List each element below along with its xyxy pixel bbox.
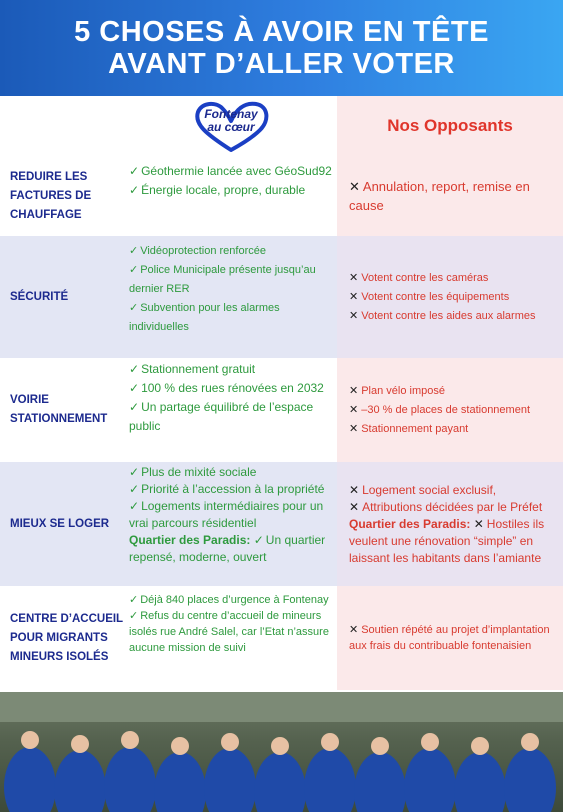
row-securite xyxy=(0,236,563,358)
our-point: Un partage équilibré de l’espace public xyxy=(129,400,314,433)
our-points xyxy=(125,586,337,690)
check-icon: ✓ xyxy=(129,362,140,376)
highlight-label: Quartier des Paradis: xyxy=(129,533,251,547)
check-icon: ✓ xyxy=(129,594,139,606)
row-chauffage xyxy=(0,156,563,236)
our-point: Priorité à l’accession à la propriété xyxy=(141,482,325,496)
logo-text-line2: au cœur xyxy=(207,120,255,134)
row-migrants xyxy=(0,586,563,690)
opponent-point: Hostiles ils veulent une rénovation “simple” en laissant les habitants dans l’amiante xyxy=(349,516,545,565)
check-icon: ✓ xyxy=(129,610,139,622)
cross-icon: ✕ xyxy=(349,271,359,284)
opponents-heading: Nos Opposants xyxy=(337,96,563,156)
cross-icon: ✕ xyxy=(349,624,359,636)
row-voirie xyxy=(0,358,563,462)
opponent-points xyxy=(337,586,563,690)
our-point: Subvention pour les alarmes individuelles xyxy=(129,302,280,333)
row-topic: SÉCURITÉ xyxy=(10,290,69,303)
opponent-points xyxy=(337,462,563,586)
opponent-point: Votent contre les équipements xyxy=(361,290,510,303)
opponent-point: Attributions décidées par le Préfet xyxy=(362,499,543,514)
opponent-point: Stationnement payant xyxy=(361,422,469,435)
cross-icon: ✕ xyxy=(349,309,359,322)
title-line-2: AVANT D’ALLER VOTER xyxy=(108,48,455,80)
row-topic: REDUIRE LES FACTURES DE CHAUFFAGE xyxy=(10,170,92,221)
cross-icon: ✕ xyxy=(349,482,360,497)
check-icon: ✓ xyxy=(129,264,139,276)
row-topic: MIEUX SE LOGER xyxy=(10,517,110,530)
column-headers xyxy=(0,96,563,156)
check-icon: ✓ xyxy=(129,465,140,479)
our-point: Géothermie lancée avec GéoSud92 xyxy=(141,164,332,178)
cross-icon: ✕ xyxy=(349,384,359,397)
check-icon: ✓ xyxy=(129,164,140,178)
check-icon: ✓ xyxy=(129,482,140,496)
our-point: Refus du centre d’accueil de mineurs isolés rue André Salel, car l’Etat n’assure aucune mission de suivi xyxy=(129,610,329,654)
team-photo-illustration xyxy=(0,692,563,812)
cross-icon: ✕ xyxy=(349,403,359,416)
our-point: Déjà 840 places d’urgence à Fontenay xyxy=(140,594,329,606)
team-photo xyxy=(0,692,563,812)
row-logement xyxy=(0,462,563,586)
our-points xyxy=(125,236,337,358)
check-icon: ✓ xyxy=(129,302,139,314)
check-icon: ✓ xyxy=(253,533,264,547)
opponent-point: –30 % de places de stationnement xyxy=(361,403,530,416)
our-points xyxy=(125,358,337,462)
our-point: Énergie locale, propre, durable xyxy=(141,183,306,197)
opponent-point: Votent contre les aides aux alarmes xyxy=(361,309,536,322)
our-point: Stationnement gratuit xyxy=(141,362,256,376)
opponent-point: Soutien répété au projet d’implantation aux frais du contribuable fontenaisien xyxy=(349,624,550,652)
our-point: Logements intermédiaires pour un vrai parcours résidentiel xyxy=(129,499,324,530)
check-icon: ✓ xyxy=(129,381,140,395)
logo-text-line1: Fontenay xyxy=(204,107,258,121)
opponent-point: Plan vélo imposé xyxy=(361,384,445,397)
cross-icon: ✕ xyxy=(349,179,360,194)
cross-icon: ✕ xyxy=(349,499,360,514)
check-icon: ✓ xyxy=(129,183,140,197)
cross-icon: ✕ xyxy=(349,422,359,435)
opponent-points xyxy=(337,358,563,462)
our-point: Plus de mixité sociale xyxy=(141,465,257,479)
page-header xyxy=(0,0,563,96)
opponent-point: Votent contre les caméras xyxy=(361,271,489,284)
cross-icon: ✕ xyxy=(349,290,359,303)
check-icon: ✓ xyxy=(129,400,140,414)
our-points xyxy=(125,462,337,586)
opponent-point: Logement social exclusif, xyxy=(362,482,497,497)
our-point: Un quartier repensé, moderne, ouvert xyxy=(129,533,326,564)
opponent-points xyxy=(337,156,563,236)
our-point: Vidéoprotection renforcée xyxy=(140,245,266,257)
opponent-points xyxy=(337,236,563,358)
highlight-label: Quartier des Paradis: xyxy=(349,516,471,531)
row-topic: CENTRE D’ACCUEIL POUR MIGRANTS MINEURS ISOLÉS xyxy=(10,612,123,663)
our-points xyxy=(125,156,337,236)
row-topic: VOIRIE STATIONNEMENT xyxy=(10,394,108,425)
our-point: Police Municipale présente jusqu’au dernier RER xyxy=(129,264,316,295)
title-line-1: 5 CHOSES À AVOIR EN TÊTE xyxy=(74,16,489,48)
fontenay-au-coeur-logo xyxy=(125,96,337,156)
opponent-point: Annulation, report, remise en cause xyxy=(349,179,530,213)
check-icon: ✓ xyxy=(129,245,139,257)
cross-icon: ✕ xyxy=(473,516,484,531)
our-point: 100 % des rues rénovées en 2032 xyxy=(141,381,324,395)
check-icon: ✓ xyxy=(129,499,140,513)
